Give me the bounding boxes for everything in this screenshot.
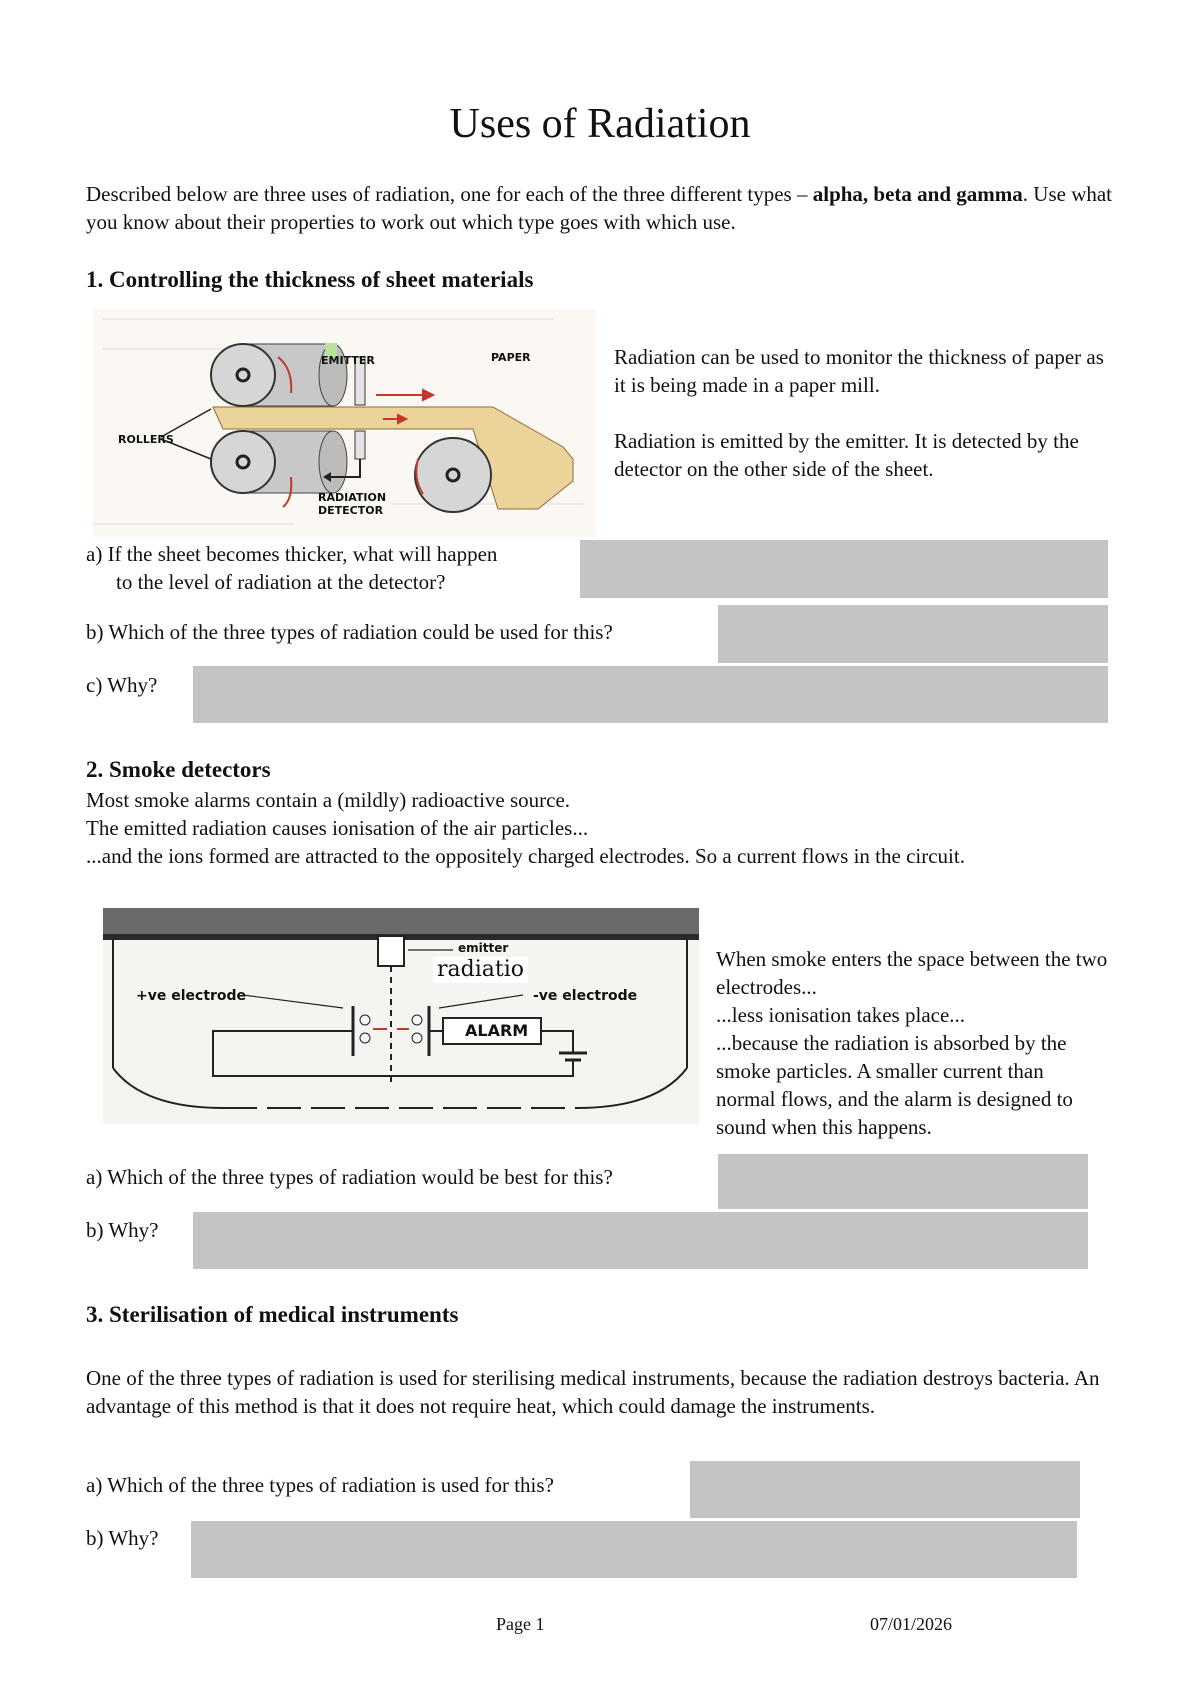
section2-heading: 2. Smoke detectors: [86, 757, 271, 782]
intro-paragraph: [86, 180, 1116, 236]
radiation-label: radiatio: [433, 957, 528, 983]
section2-intro: [86, 786, 1116, 870]
intro-text: Described below are three uses of radiation, one for each of the three different types –: [86, 182, 813, 206]
section2-answer-b-box[interactable]: [193, 1212, 1088, 1269]
detector-label-line1: RADIATION: [318, 491, 387, 504]
section2-side-text: [716, 945, 1108, 1141]
intro-bold-gamma: gamma: [956, 182, 1023, 206]
rollers-label: ROLLERS: [118, 433, 174, 446]
section2-side-line1: When smoke enters the space between the two electrodes...: [716, 947, 1108, 999]
section1-answer-b-box[interactable]: [718, 605, 1108, 663]
section2-line1: Most smoke alarms contain a (mildly) radioactive source.: [86, 788, 571, 812]
detector-label: [318, 491, 386, 517]
pos-electrode-label: +ve electrode: [136, 988, 247, 1004]
section1-question-a: [86, 540, 497, 596]
detector: [355, 431, 365, 459]
emitter-box: [378, 936, 404, 966]
section1-text2: Radiation is emitted by the emitter. It is detected by the detector on the other side of the sheet.: [614, 429, 1079, 481]
page-title: Uses of Radiation: [449, 101, 751, 147]
section2-side-line3: ...because the radiation is absorbed by the smoke particles. A smaller current than normal flows, and the alarm is designed to sound when this happens.: [716, 1031, 1073, 1139]
section2-side-line2: ...less ionisation takes place...: [716, 1003, 966, 1027]
section2-question-a: a) Which of the three types of radiation would be best for this?: [86, 1165, 613, 1189]
section3-heading: 3. Sterilisation of medical instruments: [86, 1302, 459, 1327]
paper-label: PAPER: [491, 351, 531, 364]
section3-question-b: b) Why?: [86, 1526, 159, 1550]
paper-mill-diagram: [93, 309, 596, 537]
section2-line2: The emitted radiation causes ionisation of the air particles...: [86, 816, 589, 840]
section3-answer-a-box[interactable]: [690, 1461, 1080, 1518]
section1-heading: 1. Controlling the thickness of sheet materials: [86, 267, 534, 292]
neg-electrode-label: -ve electrode: [533, 988, 638, 1004]
right-roller: [415, 438, 491, 512]
page-number: Page 1: [496, 1614, 545, 1634]
section3-answer-b-box[interactable]: [191, 1521, 1077, 1578]
intro-text-end: . Use what you know about their properties to work out which type goes with which use.: [86, 182, 1113, 234]
alarm-label: ALARM: [465, 1021, 529, 1040]
section1-answer-c-box[interactable]: [193, 666, 1108, 723]
ceiling: [103, 908, 699, 938]
section1-text1: Radiation can be used to monitor the thickness of paper as it is being made in a paper mill.: [614, 345, 1104, 397]
section2-answer-a-box[interactable]: [718, 1154, 1088, 1209]
section1-answer-a-box[interactable]: [580, 540, 1108, 598]
detector-label-line2: DETECTOR: [318, 504, 384, 517]
section3-question-a: a) Which of the three types of radiation is used for this?: [86, 1473, 554, 1497]
intro-bold-types: alpha, beta and: [812, 182, 952, 206]
footer-date: 07/01/2026: [870, 1614, 953, 1634]
bottom-roller: [211, 431, 347, 493]
section2-question-b: b) Why?: [86, 1218, 159, 1242]
smoke-detector-diagram-svg: [103, 908, 699, 1124]
section1-question-b: b) Which of the three types of radiation could be used for this?: [86, 620, 613, 644]
emitter-label: EMITTER: [321, 354, 375, 367]
smoke-detector-diagram: [103, 908, 699, 1124]
section1-question-c: c) Why?: [86, 673, 158, 697]
section1-question-a-line1: a) If the sheet becomes thicker, what will happen: [86, 542, 498, 566]
section1-question-a-line2: to the level of radiation at the detector?: [116, 570, 446, 594]
section2-line3: ...and the ions formed are attracted to the oppositely charged electrodes. So a current flows in the circuit.: [86, 844, 965, 868]
section3-text: One of the three types of radiation is used for sterilising medical instruments, because the radiation destroys bacteria. An advantage of this method is that it does not require heat, which could damage the instruments.: [86, 1366, 1100, 1418]
emitter-label-2: emitter: [458, 941, 509, 955]
